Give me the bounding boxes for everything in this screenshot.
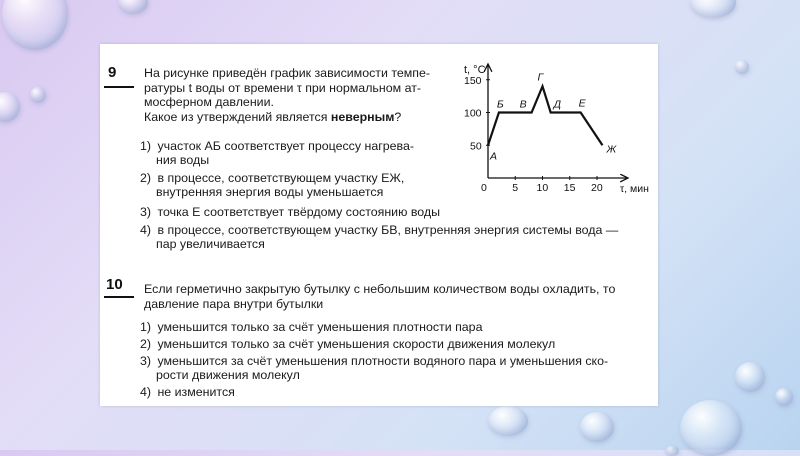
x-tick-label: 20	[591, 182, 603, 194]
y-tick-label: 100	[464, 107, 482, 120]
water-drop-decoration	[680, 400, 742, 456]
worksheet-page	[100, 44, 658, 406]
x-tick-label: 5	[512, 182, 519, 194]
option-number: 3)	[140, 354, 152, 368]
option-text: не изменится	[157, 385, 235, 399]
option-number: 2)	[140, 171, 152, 185]
question-9-number: 9	[108, 64, 117, 81]
question-9-prompt-suffix: ?	[394, 109, 402, 124]
y-axis-label: t, °C	[464, 64, 486, 76]
point-label: А	[490, 150, 498, 163]
question-10-option-4[interactable]	[140, 386, 650, 400]
option-text-continued: ния воды	[156, 152, 210, 167]
temperature-curve	[488, 86, 602, 145]
x-tick-label: 0	[481, 182, 487, 194]
question-10-divider	[104, 296, 134, 298]
option-number: 2)	[140, 337, 152, 351]
water-drop-decoration	[488, 406, 528, 436]
option-text: участок АБ соответствует процессу нагрева-	[157, 139, 414, 153]
point-label: Б	[496, 98, 504, 111]
option-text-continued: пар увеличивается	[156, 236, 265, 251]
option-text-continued: внутренняя энергия воды уменьшается	[156, 184, 384, 199]
water-drop-decoration	[665, 446, 679, 456]
water-drop-decoration	[30, 87, 46, 103]
option-number: 3)	[140, 205, 152, 219]
x-axis-label: τ, мин	[620, 183, 649, 195]
question-9-option-4[interactable]	[140, 224, 660, 251]
option-text: уменьшится за счёт уменьшения плотности водяного пара и уменьшения ско-	[157, 354, 609, 368]
question-9-divider	[104, 86, 134, 88]
question-10-option-1[interactable]	[140, 321, 650, 335]
question-9-option-3[interactable]	[140, 206, 500, 220]
question-9-text-line2: ратуры t воды от времени τ при нормальном ат-	[144, 80, 421, 95]
option-number: 4)	[140, 223, 152, 237]
option-text: точка Е соответствует твёрдому состоянию воды	[157, 205, 441, 219]
question-9-option-2[interactable]	[140, 172, 480, 199]
question-9-text	[144, 66, 469, 124]
x-tick-label: 15	[563, 182, 576, 194]
option-text-continued: рости движения молекул	[156, 367, 300, 382]
question-9-option-1[interactable]	[140, 140, 480, 167]
water-drop-decoration	[735, 362, 765, 392]
temperature-time-chart	[456, 60, 656, 195]
question-9-prompt-prefix: Какое из утверждений является	[144, 109, 331, 124]
question-9-text-line1: На рисунке приведён график зависимости темпе-	[144, 66, 431, 80]
option-text: уменьшится только за счёт уменьшения плотности пара	[157, 320, 483, 334]
water-drop-decoration	[690, 0, 736, 18]
water-drop-decoration	[775, 388, 793, 406]
y-tick-label: 50	[470, 140, 482, 153]
option-text: уменьшится только за счёт уменьшения скорости движения молекул	[157, 337, 556, 351]
option-text: в процессе, соответствующем участку БВ, внутренняя энергия системы вода —	[157, 223, 619, 237]
y-tick-label: 150	[464, 74, 482, 87]
option-number: 1)	[140, 139, 152, 153]
option-number: 4)	[140, 385, 152, 399]
question-10-text-line1: Если герметично закрытую бутылку с небольшим количеством воды охладить, то	[144, 282, 616, 296]
point-label: Е	[578, 97, 586, 110]
point-label: В	[519, 98, 527, 111]
water-drop-decoration	[580, 412, 614, 442]
question-9-text-line3: мосферном давлении.	[144, 95, 274, 110]
question-9-prompt-bold: неверным	[330, 109, 395, 124]
point-label: Д	[553, 98, 562, 111]
question-10-option-3[interactable]	[140, 355, 655, 382]
question-10-text	[144, 282, 664, 311]
water-drop-decoration	[735, 60, 749, 74]
water-drop-decoration	[0, 92, 20, 122]
option-number: 1)	[140, 320, 152, 334]
option-text: в процессе, соответствующем участку ЕЖ,	[157, 171, 405, 185]
water-drop-decoration	[2, 0, 68, 50]
question-10-number: 10	[106, 276, 123, 293]
x-tick-label: 10	[536, 182, 549, 194]
water-drop-decoration	[118, 0, 148, 14]
question-10-text-line2: давление пара внутри бутылки	[144, 296, 324, 311]
point-label: Г	[537, 71, 544, 84]
point-label: Ж	[606, 143, 617, 156]
question-10-option-2[interactable]	[140, 338, 650, 352]
